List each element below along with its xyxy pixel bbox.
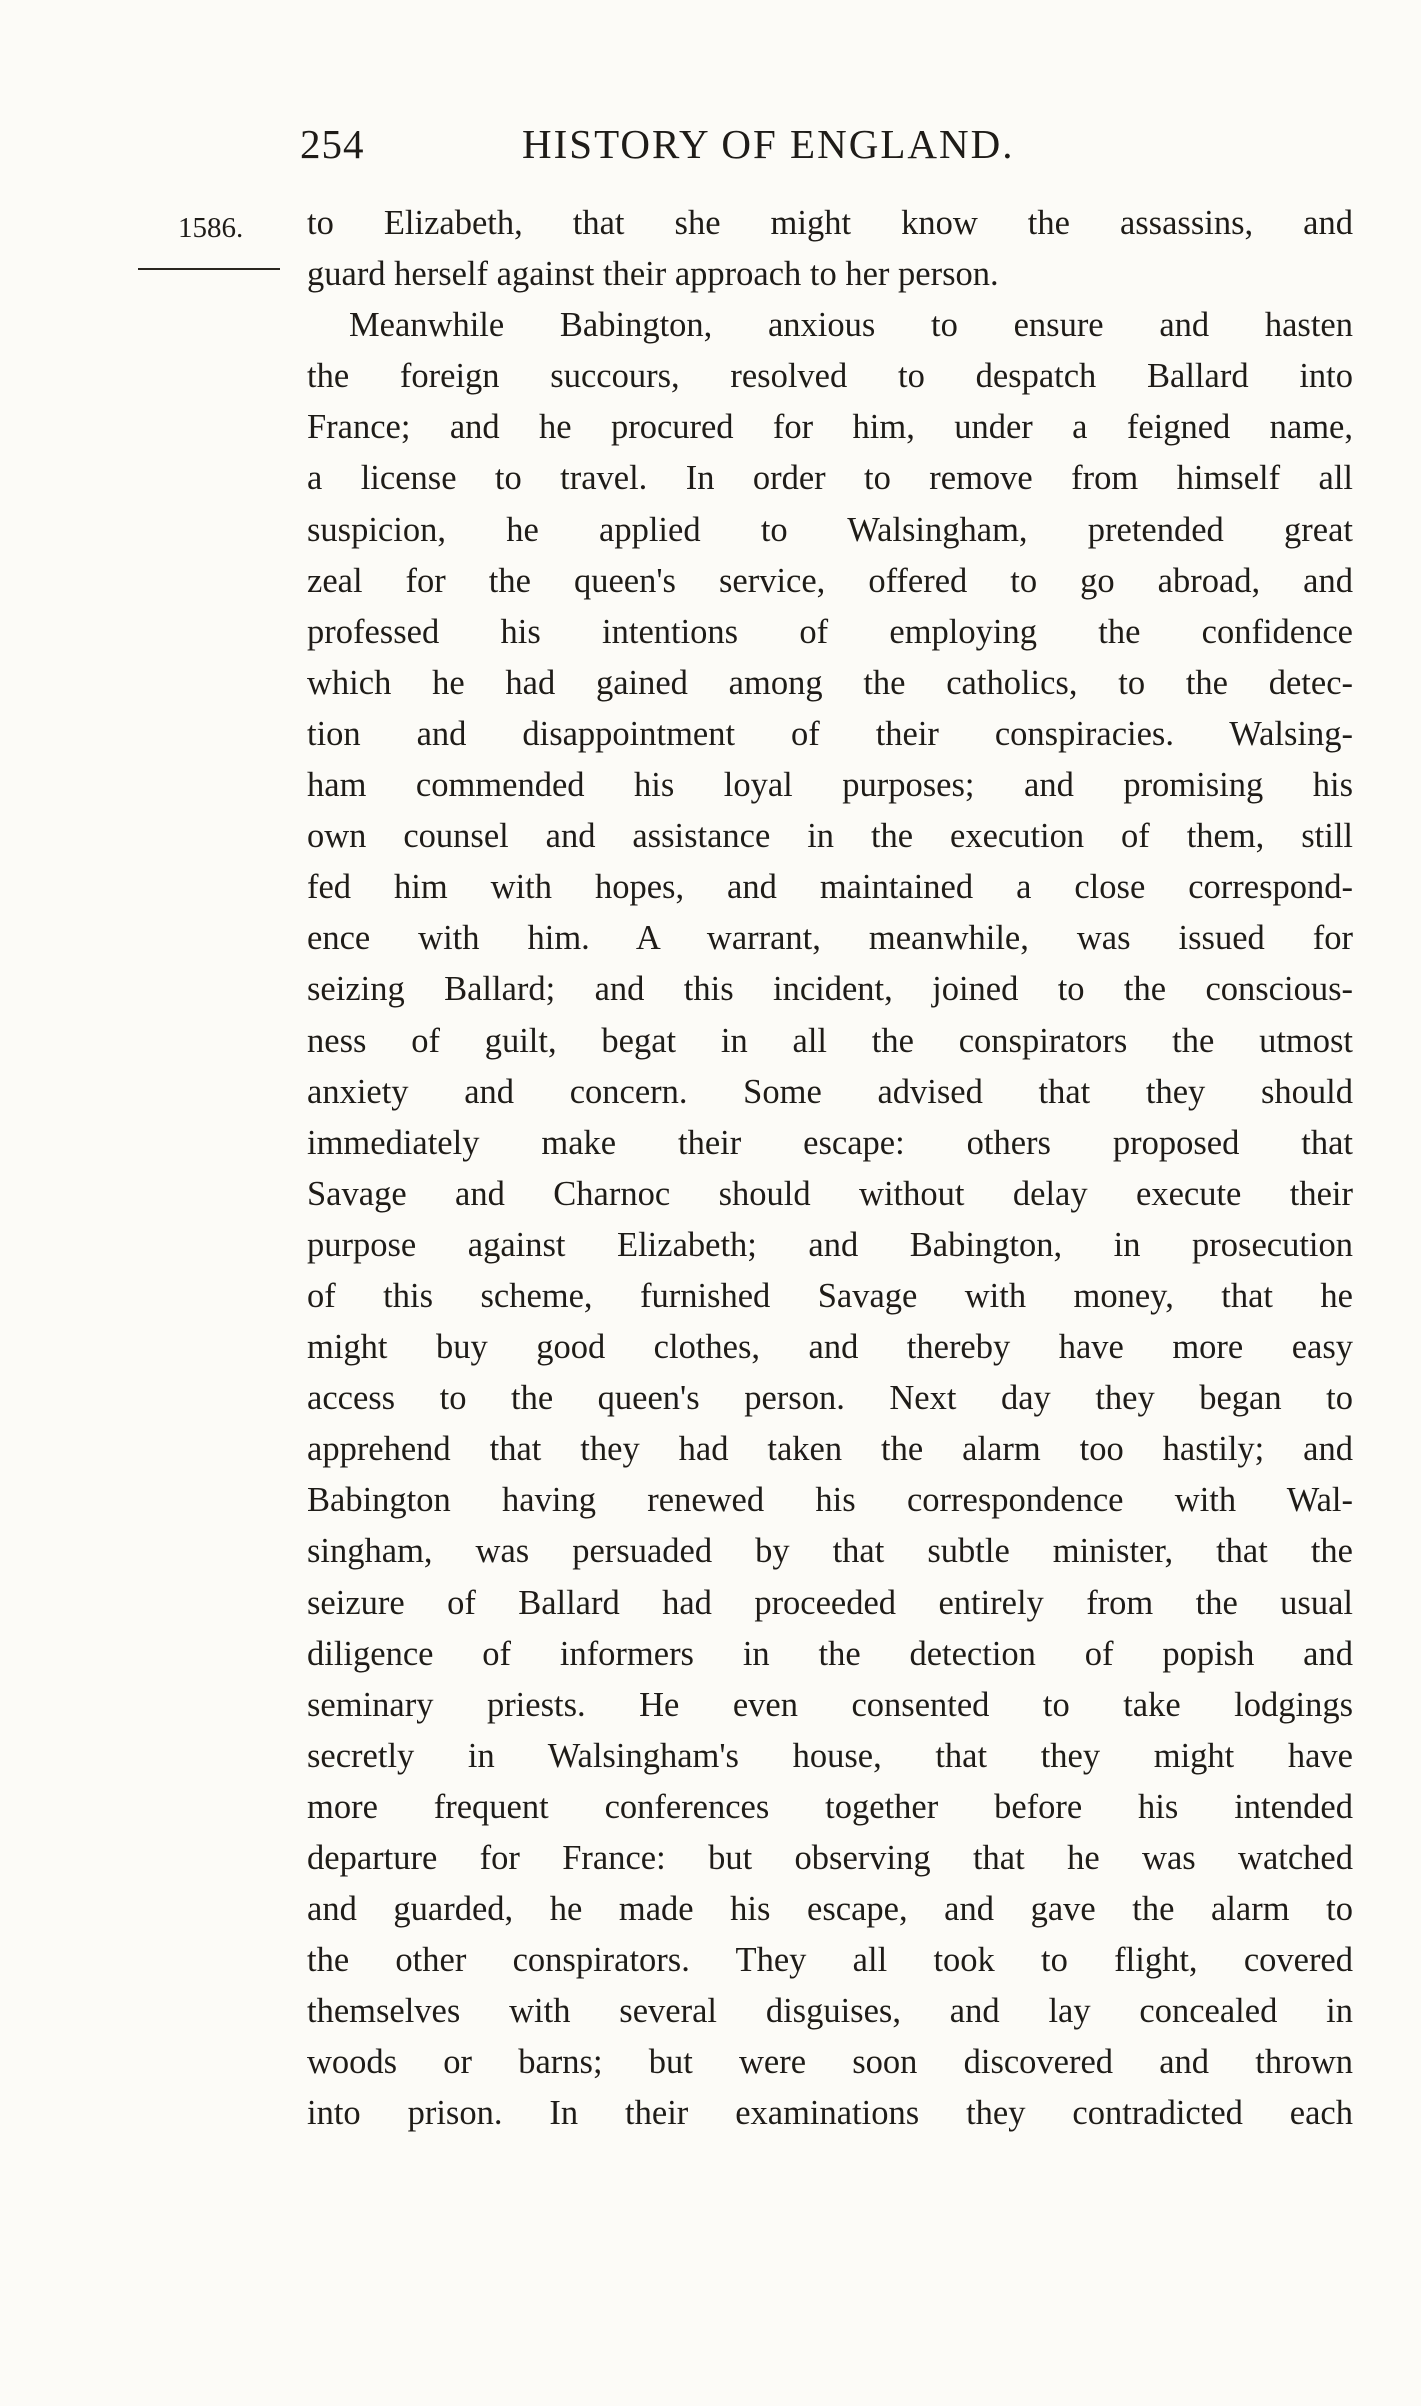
text-line: and guarded, he made his escape, and gave the alarm to <box>307 1890 1353 1929</box>
text-line: of this scheme, furnished Savage with money, that he <box>307 1276 1353 1315</box>
text-line: ham commended his loyal purposes; and promising his <box>307 766 1353 805</box>
text-line: tion and disappointment of their conspiracies. Walsing- <box>307 714 1353 753</box>
running-title: HISTORY OF ENGLAND. <box>522 121 1015 167</box>
text-line: access to the queen's person. Next day they began to <box>307 1379 1353 1418</box>
text-line: into prison. In their examinations they contradicted each <box>307 2094 1353 2133</box>
text-line: more frequent conferences together before his intended <box>307 1787 1353 1826</box>
text-line: secretly in Walsingham's house, that they might have <box>307 1736 1353 1775</box>
text-line: zeal for the queen's service, offered to go abroad, and <box>307 561 1353 600</box>
running-head <box>300 120 1360 180</box>
text-line: might buy good clothes, and thereby have more easy <box>307 1328 1353 1367</box>
text-line: fed him with hopes, and maintained a close correspond- <box>307 868 1353 907</box>
text-line: Savage and Charnoc should without delay execute their <box>307 1174 1353 1213</box>
text-line: singham, was persuaded by that subtle minister, that the <box>307 1532 1353 1571</box>
text-line: to Elizabeth, that she might know the assassins, and <box>307 204 1353 242</box>
text-line: a license to travel. In order to remove from himself all <box>307 459 1353 498</box>
text-line: departure for France: but observing that he was watched <box>307 1839 1353 1877</box>
text-line: immediately make their escape: others proposed that <box>307 1123 1353 1162</box>
text-line: own counsel and assistance in the execution of them, still <box>307 817 1353 856</box>
text-line: woods or barns; but were soon discovered and thrown <box>307 2043 1353 2082</box>
text-line: seizing Ballard; and this incident, joined to the conscious- <box>307 970 1353 1009</box>
body-text <box>307 198 1353 2140</box>
text-line: which he had gained among the catholics, to the detec- <box>307 663 1353 702</box>
margin-rule <box>138 268 280 270</box>
text-line: the other conspirators. They all took to flight, covered <box>307 1941 1353 1980</box>
text-line: diligence of informers in the detection of popish and <box>307 1634 1353 1673</box>
text-line: guard herself against their approach to her person. <box>307 255 999 294</box>
text-line: professed his intentions of employing the confidence <box>307 612 1353 651</box>
text-line: France; and he procured for him, under a feigned name, <box>307 408 1353 447</box>
text-line: ness of guilt, begat in all the conspirators the utmost <box>307 1021 1353 1060</box>
text-line: Meanwhile Babington, anxious to ensure and hasten <box>349 306 1353 345</box>
text-line: seminary priests. He even consented to take lodgings <box>307 1685 1353 1724</box>
text-line: Babington having renewed his correspondence with Wal- <box>307 1481 1353 1520</box>
text-line: ence with him. A warrant, meanwhile, was issued for <box>307 919 1353 958</box>
text-line: suspicion, he applied to Walsingham, pretended great <box>307 510 1353 549</box>
margin-year: 1586. <box>178 212 244 244</box>
text-line: anxiety and concern. Some advised that they should <box>307 1072 1353 1111</box>
text-line: the foreign succours, resolved to despatch Ballard into <box>307 357 1353 396</box>
text-line: purpose against Elizabeth; and Babington, in prosecution <box>307 1225 1353 1264</box>
text-line: themselves with several disguises, and lay concealed in <box>307 1992 1353 2031</box>
text-line: apprehend that they had taken the alarm too hastily; and <box>307 1430 1353 1469</box>
page-number: 254 <box>300 121 365 167</box>
text-line: seizure of Ballard had proceeded entirely from the usual <box>307 1583 1353 1622</box>
